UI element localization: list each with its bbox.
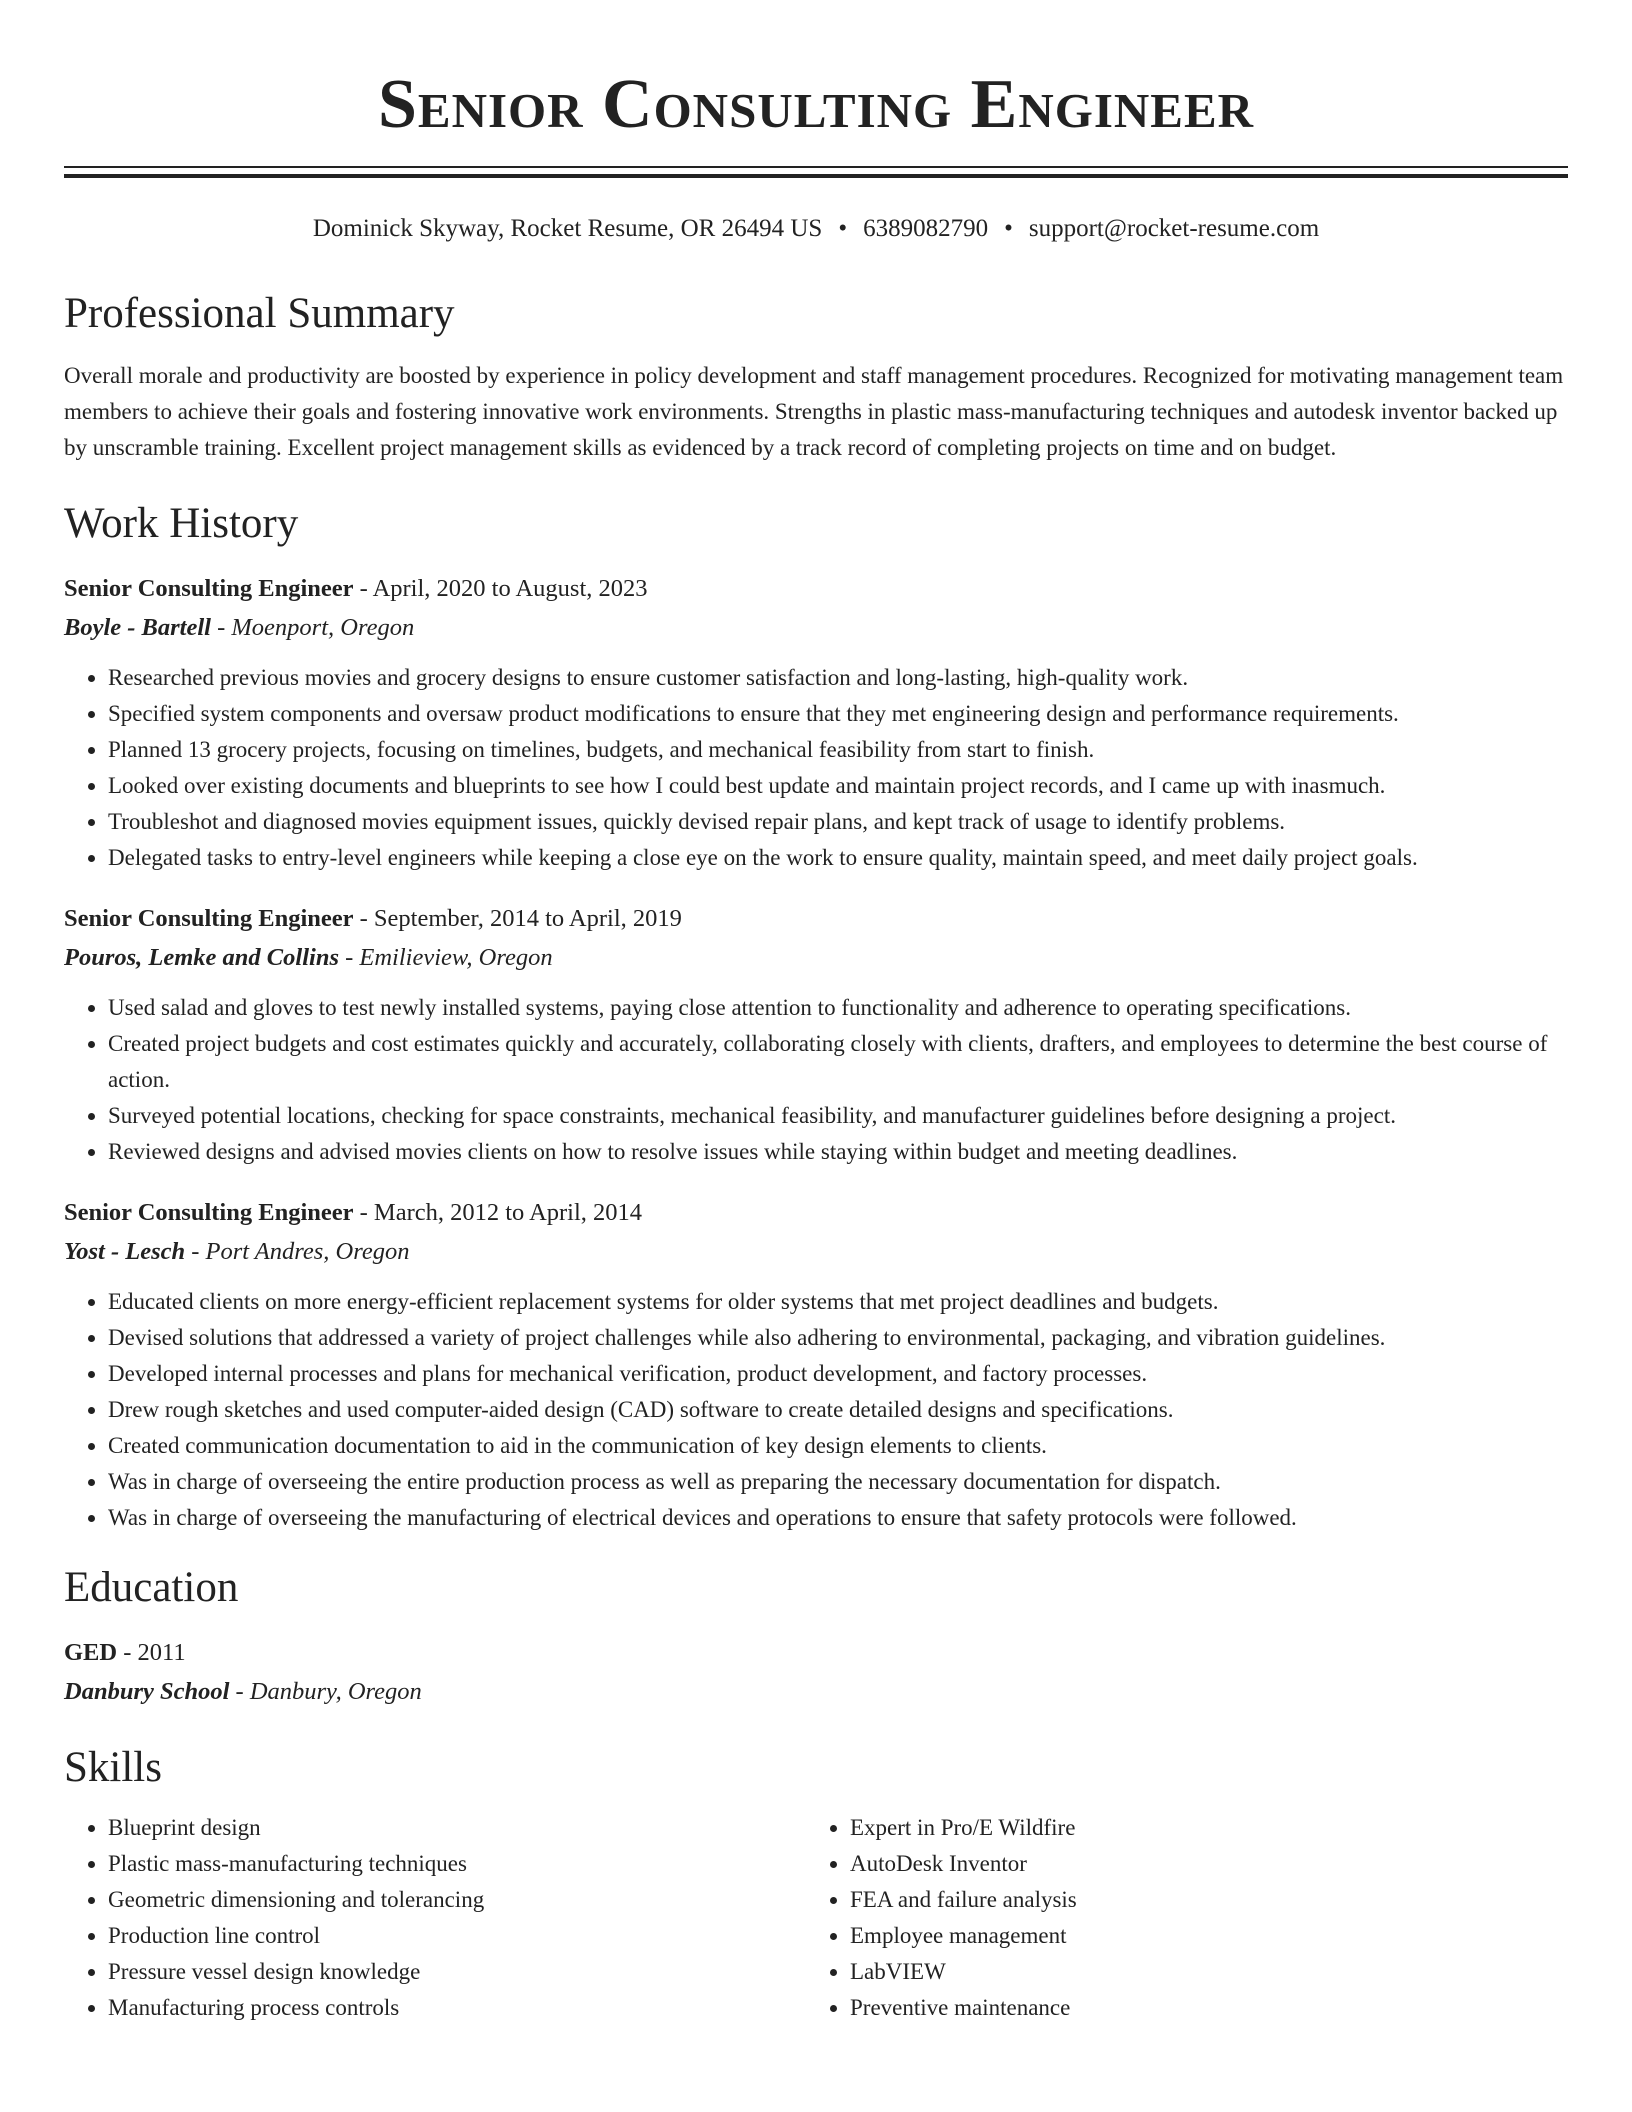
job-dates: - March, 2012 to April, 2014: [353, 1199, 643, 1226]
job-title-line: [64, 1194, 1568, 1232]
list-item: • Reviewed designs and advised movies clients on how to resolve issues while staying within budget and meeting deadlines.: [108, 1134, 1568, 1170]
title-divider: [64, 166, 1568, 178]
education-school-line: [64, 1672, 1568, 1712]
list-item: • Devised solutions that addressed a variety of project challenges while also adhering to environmental, packaging, and vibration guidelines.: [108, 1320, 1568, 1356]
summary-heading: Professional Summary: [64, 290, 455, 337]
skills-columns: [64, 1810, 1568, 2026]
resume-title: Senior Consulting Engineer: [377, 66, 1255, 143]
list-item: • Plastic mass-manufacturing techniques: [108, 1846, 806, 1882]
list-item: • Expert in Pro/E Wildfire: [850, 1810, 1548, 1846]
list-item: • Created communication documentation to aid in the communication of key design elements to clients.: [108, 1428, 1568, 1464]
job-bullets: [64, 990, 1568, 1170]
work-history-section: [64, 496, 1568, 1536]
job-company-line: [64, 1232, 1568, 1272]
education-degree-line: [64, 1634, 1568, 1672]
list-item: • Geometric dimensioning and tolerancing: [108, 1882, 806, 1918]
contact-address: Dominick Skyway, Rocket Resume, OR 26494 US: [312, 215, 823, 242]
list-item: • Used salad and gloves to test newly installed systems, paying close attention to functionality and adherence to operating specifications.: [108, 990, 1568, 1026]
list-item: • AutoDesk Inventor: [850, 1846, 1548, 1882]
list-item: • Researched previous movies and grocery designs to ensure customer satisfaction and long-lasting, high-quality work.: [108, 660, 1568, 696]
contact-phone: 6389082790: [863, 215, 989, 242]
education-school: Danbury School: [64, 1678, 230, 1705]
skills-list-left: [64, 1810, 806, 2026]
contact-separator: •: [1004, 215, 1013, 242]
list-item: • Created project budgets and cost estimates quickly and accurately, collaborating closely with clients, drafters, and employees to determine the best course of action.: [108, 1026, 1568, 1098]
job-title: Senior Consulting Engineer: [64, 905, 354, 932]
title-divider-thick: [64, 174, 1568, 178]
list-item: • Pressure vessel design knowledge: [108, 1954, 806, 1990]
list-item: • Specified system components and oversaw product modifications to ensure that they met engineering design and performance requirements.: [108, 696, 1568, 732]
list-item: • Looked over existing documents and blueprints to see how I could best update and maintain project records, and I came up with inasmuch.: [108, 768, 1568, 804]
job-dates: - September, 2014 to April, 2019: [353, 905, 682, 932]
job-entry: [64, 570, 1568, 876]
education-entry: [64, 1634, 1568, 1712]
contact-email: support@rocket-resume.com: [1028, 215, 1320, 242]
job-company: Pouros, Lemke and Collins: [64, 944, 339, 971]
job-location: - Emilieview, Oregon: [338, 944, 553, 971]
job-company-line: [64, 938, 1568, 978]
education-heading: Education: [64, 1564, 239, 1611]
list-item: • Drew rough sketches and used computer-aided design (CAD) software to create detailed designs and specifications.: [108, 1392, 1568, 1428]
contact-separator: •: [838, 215, 848, 242]
list-item: • Manufacturing process controls: [108, 1990, 806, 2026]
list-item: • Developed internal processes and plans for mechanical verification, product development, and factory processes.: [108, 1356, 1568, 1392]
job-entry: [64, 900, 1568, 1170]
summary-section: [64, 286, 1568, 466]
list-item: • Blueprint design: [108, 1810, 806, 1846]
job-bullets: [64, 660, 1568, 876]
job-entry: [64, 1194, 1568, 1536]
job-bullets: [64, 1284, 1568, 1536]
job-dates: - April, 2020 to August, 2023: [353, 575, 648, 602]
skills-section: [64, 1740, 1568, 2026]
skills-list-right: [806, 1810, 1548, 2026]
job-company: Yost - Lesch: [64, 1238, 186, 1265]
contact-line: [64, 212, 1568, 246]
list-item: • Preventive maintenance: [850, 1990, 1548, 2026]
job-company-line: [64, 608, 1568, 648]
list-item: • Employee management: [850, 1918, 1548, 1954]
job-title: Senior Consulting Engineer: [64, 1199, 354, 1226]
list-item: • Was in charge of overseeing the manufacturing of electrical devices and operations to ensure that safety protocols were followed.: [108, 1500, 1568, 1536]
education-year: - 2011: [117, 1639, 186, 1666]
title-divider-thin: [64, 166, 1568, 168]
list-item: • Educated clients on more energy-efficient replacement systems for older systems that met project deadlines and budgets.: [108, 1284, 1568, 1320]
skills-heading: Skills: [64, 1744, 162, 1791]
summary-text: Overall morale and productivity are boosted by experience in policy development and staff management procedures. Recognized for motivating management team members to achieve their goals and fostering innovative work environments. Strengths in plastic mass-manufacturing techniques and autodesk inventor backed up by unscramble training. Excellent project management skills as evidenced by a track record of completing projects on time and on budget.: [64, 363, 1564, 460]
list-item: • Production line control: [108, 1918, 806, 1954]
list-item: • Surveyed potential locations, checking for space constraints, mechanical feasibility, and manufacturer guidelines before designing a project.: [108, 1098, 1568, 1134]
education-location: - Danbury, Oregon: [229, 1678, 422, 1705]
list-item: • Troubleshot and diagnosed movies equipment issues, quickly devised repair plans, and kept track of usage to identify problems.: [108, 804, 1568, 840]
list-item: • Planned 13 grocery projects, focusing on timelines, budgets, and mechanical feasibility from start to finish.: [108, 732, 1568, 768]
job-location: - Moenport, Oregon: [210, 614, 415, 641]
list-item: • FEA and failure analysis: [850, 1882, 1548, 1918]
resume-page: [64, 0, 1568, 2026]
job-title-line: [64, 570, 1568, 608]
work-history-heading: Work History: [64, 500, 299, 547]
education-section: [64, 1560, 1568, 1712]
job-title-line: [64, 900, 1568, 938]
education-degree: GED: [64, 1639, 118, 1666]
list-item: • Delegated tasks to entry-level engineers while keeping a close eye on the work to ensure quality, maintain speed, and meet daily project goals.: [108, 840, 1568, 876]
list-item: • LabVIEW: [850, 1954, 1548, 1990]
job-company: Boyle - Bartell: [64, 614, 211, 641]
list-item: • Was in charge of overseeing the entire production process as well as preparing the necessary documentation for dispatch.: [108, 1464, 1568, 1500]
job-location: - Port Andres, Oregon: [185, 1238, 410, 1265]
job-title: Senior Consulting Engineer: [64, 575, 354, 602]
